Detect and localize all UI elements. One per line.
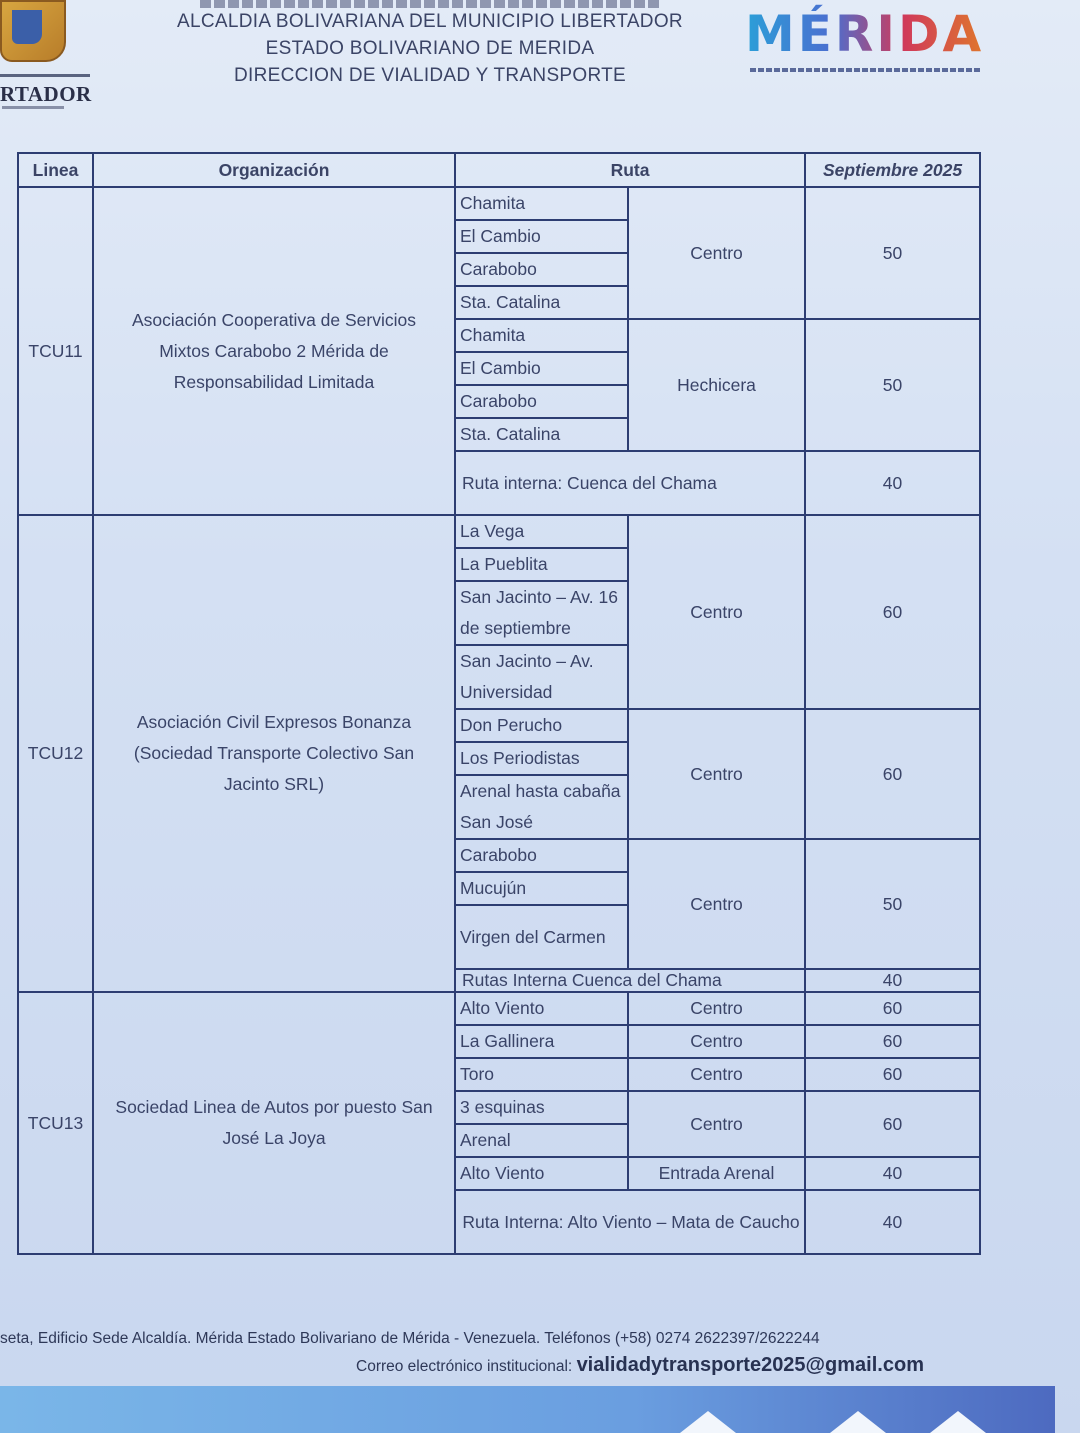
fare-cell: 60: [805, 709, 980, 839]
route-place: Los Periodistas: [455, 742, 628, 775]
fare-cell: 40: [805, 969, 980, 992]
route-place: Carabobo: [455, 385, 628, 418]
footer-decoration-bar: [0, 1386, 1055, 1433]
route-destination: Centro: [628, 1058, 805, 1091]
route-place: Virgen del Carmen: [455, 905, 628, 969]
logo-subline: [2, 106, 64, 109]
fare-cell: 50: [805, 187, 980, 319]
municipal-logo: [0, 0, 95, 120]
route-destination: Centro: [628, 709, 805, 839]
fare-cell: 50: [805, 319, 980, 451]
fare-cell: 60: [805, 1058, 980, 1091]
fare-cell: 60: [805, 1091, 980, 1157]
fare-cell: 40: [805, 451, 980, 515]
organization-cell: Asociación Cooperativa de Servicios Mixtos Carabobo 2 Mérida de Responsabilidad Limitada: [93, 187, 455, 515]
fare-cell: 40: [805, 1157, 980, 1190]
route-place: Don Perucho: [455, 709, 628, 742]
mountain-icon: [930, 1411, 986, 1433]
route-place: Arenal: [455, 1124, 628, 1157]
route-destination: Centro: [628, 515, 805, 709]
table-row: [18, 992, 980, 1025]
header-month: Septiembre 2025: [805, 153, 980, 187]
merida-logo-text: MÉRIDA: [745, 4, 990, 64]
route-place: La Pueblita: [455, 548, 628, 581]
header-line-3: DIRECCION DE VIALIDAD Y TRANSPORTE: [233, 65, 627, 86]
letterhead: [140, 8, 720, 89]
email-address: vialidadytransporte2025@gmail.com: [576, 1354, 924, 1376]
organization-cell: Sociedad Linea de Autos por puesto San José La Joya: [93, 992, 455, 1254]
fare-cell: 60: [805, 1025, 980, 1058]
internal-route: Rutas Interna Cuenca del Chama: [455, 969, 805, 992]
route-place: Chamita: [455, 187, 628, 220]
linea-cell: TCU11: [18, 187, 93, 515]
linea-cell: TCU13: [18, 992, 93, 1254]
route-place: La Gallinera: [455, 1025, 628, 1058]
route-place: La Vega: [455, 515, 628, 548]
route-place: El Cambio: [455, 352, 628, 385]
cropped-header-line: [200, 0, 660, 8]
route-place: Carabobo: [455, 253, 628, 286]
route-place: Carabobo: [455, 839, 628, 872]
linea-cell: TCU12: [18, 515, 93, 992]
logo-text: RTADOR: [0, 82, 92, 106]
route-destination: Centro: [628, 187, 805, 319]
header-ruta: Ruta: [455, 153, 805, 187]
route-place: El Cambio: [455, 220, 628, 253]
table-header-row: [18, 153, 980, 187]
routes-table: [17, 152, 981, 1255]
merida-logo-tagline: [750, 68, 980, 72]
logo-caption-line: [0, 74, 90, 77]
fare-cell: 40: [805, 1190, 980, 1254]
table-row: [18, 187, 980, 220]
route-destination: Entrada Arenal: [628, 1157, 805, 1190]
route-place: Chamita: [455, 319, 628, 352]
fare-cell: 60: [805, 515, 980, 709]
route-destination: Centro: [628, 1091, 805, 1157]
header-organizacion: Organización: [93, 153, 455, 187]
merida-logo: [745, 4, 990, 79]
route-place: San Jacinto – Av. Universidad: [455, 645, 628, 709]
route-destination: Centro: [628, 839, 805, 969]
route-destination: Hechicera: [628, 319, 805, 451]
coat-of-arms-icon: [0, 0, 66, 62]
route-place: Alto Viento: [455, 1157, 628, 1190]
route-place: San Jacinto – Av. 16 de septiembre: [455, 581, 628, 645]
header-line-1: ALCALDIA BOLIVARIANA DEL MUNICIPIO LIBERTADOR: [177, 11, 683, 32]
organization-cell: Asociación Civil Expresos Bonanza (Sociedad Transporte Colectivo San Jacinto SRL): [93, 515, 455, 992]
route-place: Alto Viento: [455, 992, 628, 1025]
fare-cell: 50: [805, 839, 980, 969]
route-place: 3 esquinas: [455, 1091, 628, 1124]
route-destination: Centro: [628, 1025, 805, 1058]
email-label: Correo electrónico institucional:: [356, 1358, 573, 1375]
route-destination: Centro: [628, 992, 805, 1025]
fare-cell: 60: [805, 992, 980, 1025]
route-place: Sta. Catalina: [455, 286, 628, 319]
header-linea: Linea: [18, 153, 93, 187]
header-line-2: ESTADO BOLIVARIANO DE MERIDA: [265, 38, 595, 59]
table-row: [18, 515, 980, 548]
route-place: Toro: [455, 1058, 628, 1091]
mountain-icon: [830, 1411, 886, 1433]
footer-address: seta, Edificio Sede Alcaldía. Mérida Estado Bolivariano de Mérida - Venezuela. Teléfonos (+58) 0274 2622397/2622244: [0, 1330, 820, 1347]
footer-contact: [356, 1354, 924, 1377]
route-place: Mucujún: [455, 872, 628, 905]
route-place: Arenal hasta cabaña San José: [455, 775, 628, 839]
mountain-icon: [680, 1411, 736, 1433]
route-place: Sta. Catalina: [455, 418, 628, 451]
internal-route: Ruta interna: Cuenca del Chama: [455, 451, 805, 515]
internal-route: Ruta Interna: Alto Viento – Mata de Caucho: [455, 1190, 805, 1254]
